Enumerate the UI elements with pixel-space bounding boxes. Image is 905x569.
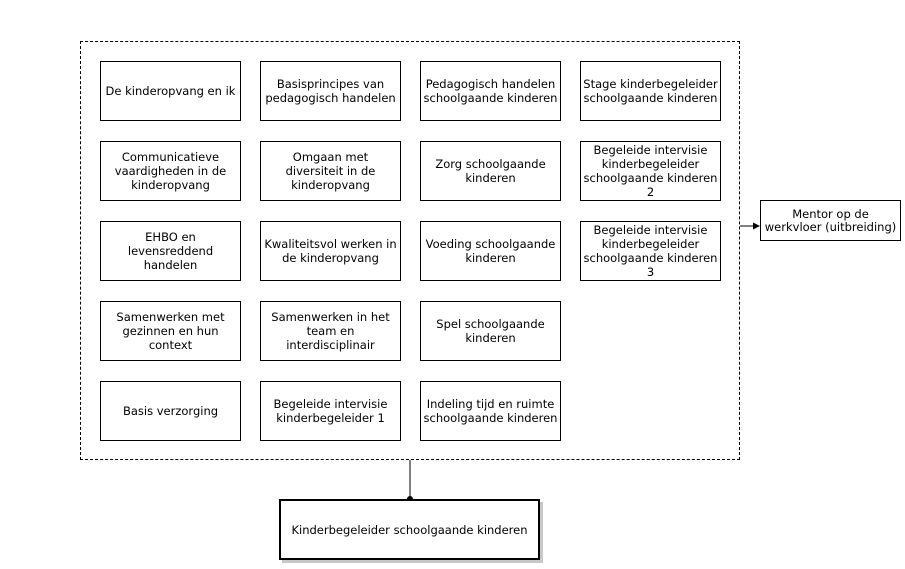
module-label: Samenwerken in het team en interdisciplinair xyxy=(271,310,390,352)
qualification-label: Kinderbegeleider schoolgaande kinderen xyxy=(291,522,528,537)
module-label: Begeleide intervisie kinderbegeleider schoolgaande kinderen 3 xyxy=(583,223,718,279)
module-label: Begeleide intervisie kinderbegeleider schoolgaande kinderen 2 xyxy=(583,143,718,199)
module-label: Voeding schoolgaande kinderen xyxy=(425,237,556,265)
qualification-box xyxy=(279,499,540,560)
module-label: Samenwerken met gezinnen en hun context xyxy=(116,310,225,352)
module-label: De kinderopvang en ik xyxy=(105,84,236,98)
module-label: Spel schoolgaande kinderen xyxy=(436,317,545,345)
module-label: EHBO en levensreddend handelen xyxy=(127,230,214,272)
arrowhead-icon xyxy=(753,223,760,230)
module-label: Basis verzorging xyxy=(122,404,219,418)
module-label: Stage kinderbegeleider schoolgaande kinderen xyxy=(583,77,718,105)
extension-label: Mentor op de werkvloer (uitbreiding) xyxy=(764,206,897,234)
module-label: Pedagogisch handelen schoolgaande kinderen xyxy=(423,77,558,105)
module-label: Communicatieve vaardigheden in de kinderopvang xyxy=(114,150,227,192)
module-label: Begeleide intervisie kinderbegeleider 1 xyxy=(273,397,388,425)
module-label: Zorg schoolgaande kinderen xyxy=(435,157,546,185)
module-label: Basisprincipes van pedagogisch handelen xyxy=(265,77,396,105)
module-label: Kwaliteitsvol werken in de kinderopvang xyxy=(264,237,397,265)
module-label: Indeling tijd en ruimte schoolgaande kinderen xyxy=(423,397,558,425)
module-label: Omgaan met diversiteit in de kinderopvang xyxy=(285,150,376,192)
